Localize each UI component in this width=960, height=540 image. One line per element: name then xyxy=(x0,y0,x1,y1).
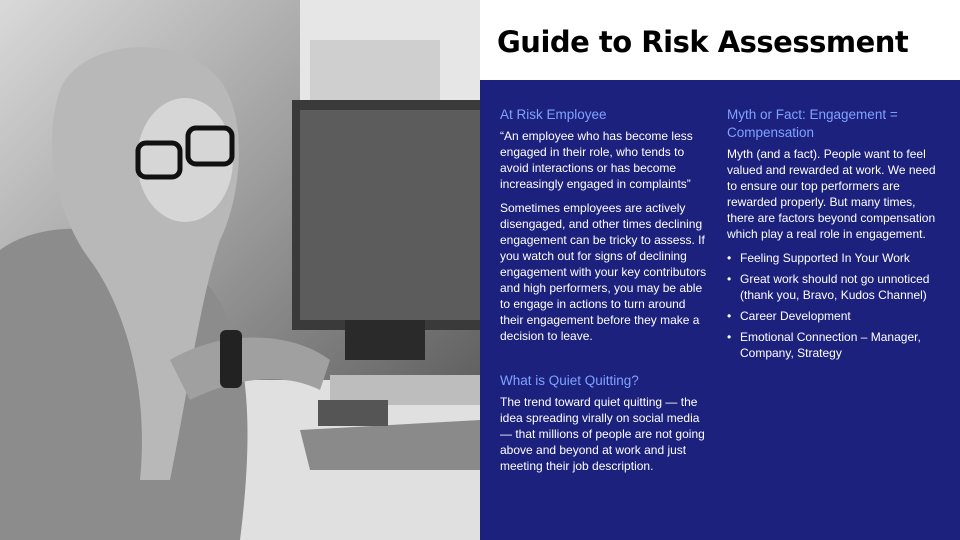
myth-heading: Myth or Fact: Engagement = Compensation xyxy=(727,107,898,140)
list-item-text: Feeling Supported In Your Work xyxy=(740,251,910,265)
at-risk-quote: “An employee who has become less engaged in their role, who tends to avoid interactions or has become increasingly engaged in complaints” xyxy=(500,129,693,191)
right-column xyxy=(727,106,937,366)
page-title: Guide to Risk Assessment xyxy=(497,25,909,59)
list-item-text: Emotional Connection – Manager, Company, Strategy xyxy=(740,330,921,360)
list-item xyxy=(727,250,937,266)
left-column xyxy=(500,106,710,480)
bullet-icon: • xyxy=(727,251,732,265)
engagement-factors-list xyxy=(727,250,937,361)
list-item-text: Great work should not go unnoticed (thank you, Bravo, Kudos Channel) xyxy=(740,272,930,302)
at-risk-heading: At Risk Employee xyxy=(500,107,607,122)
list-item xyxy=(727,308,937,324)
list-item xyxy=(727,271,937,303)
bullet-icon: • xyxy=(727,309,732,323)
quiet-quitting-body: The trend toward quiet quitting — the idea spreading virally on social media — that millions of people are not going above and beyond at work and just meeting their job description. xyxy=(500,395,705,473)
list-item-text: Career Development xyxy=(740,309,851,323)
bullet-icon: • xyxy=(727,272,732,286)
bullet-icon: • xyxy=(727,330,732,344)
myth-body: Myth (and a fact). People want to feel valued and rewarded at work. We need to ensure our top performers are rewarded properly. But many times, there are factors beyond compensation which play a real role in engagement. xyxy=(727,147,936,241)
quiet-quitting-heading: What is Quiet Quitting? xyxy=(500,373,639,388)
list-item xyxy=(727,329,937,361)
at-risk-body: Sometimes employees are actively disengaged, and other times declining engagement can be tricky to assess. If you watch out for signs of declining engagement with your key contributors and high performers, you may be able to engage in actions to turn around their engagement before they make a decision to leave. xyxy=(500,201,707,343)
content-panel xyxy=(480,80,960,540)
